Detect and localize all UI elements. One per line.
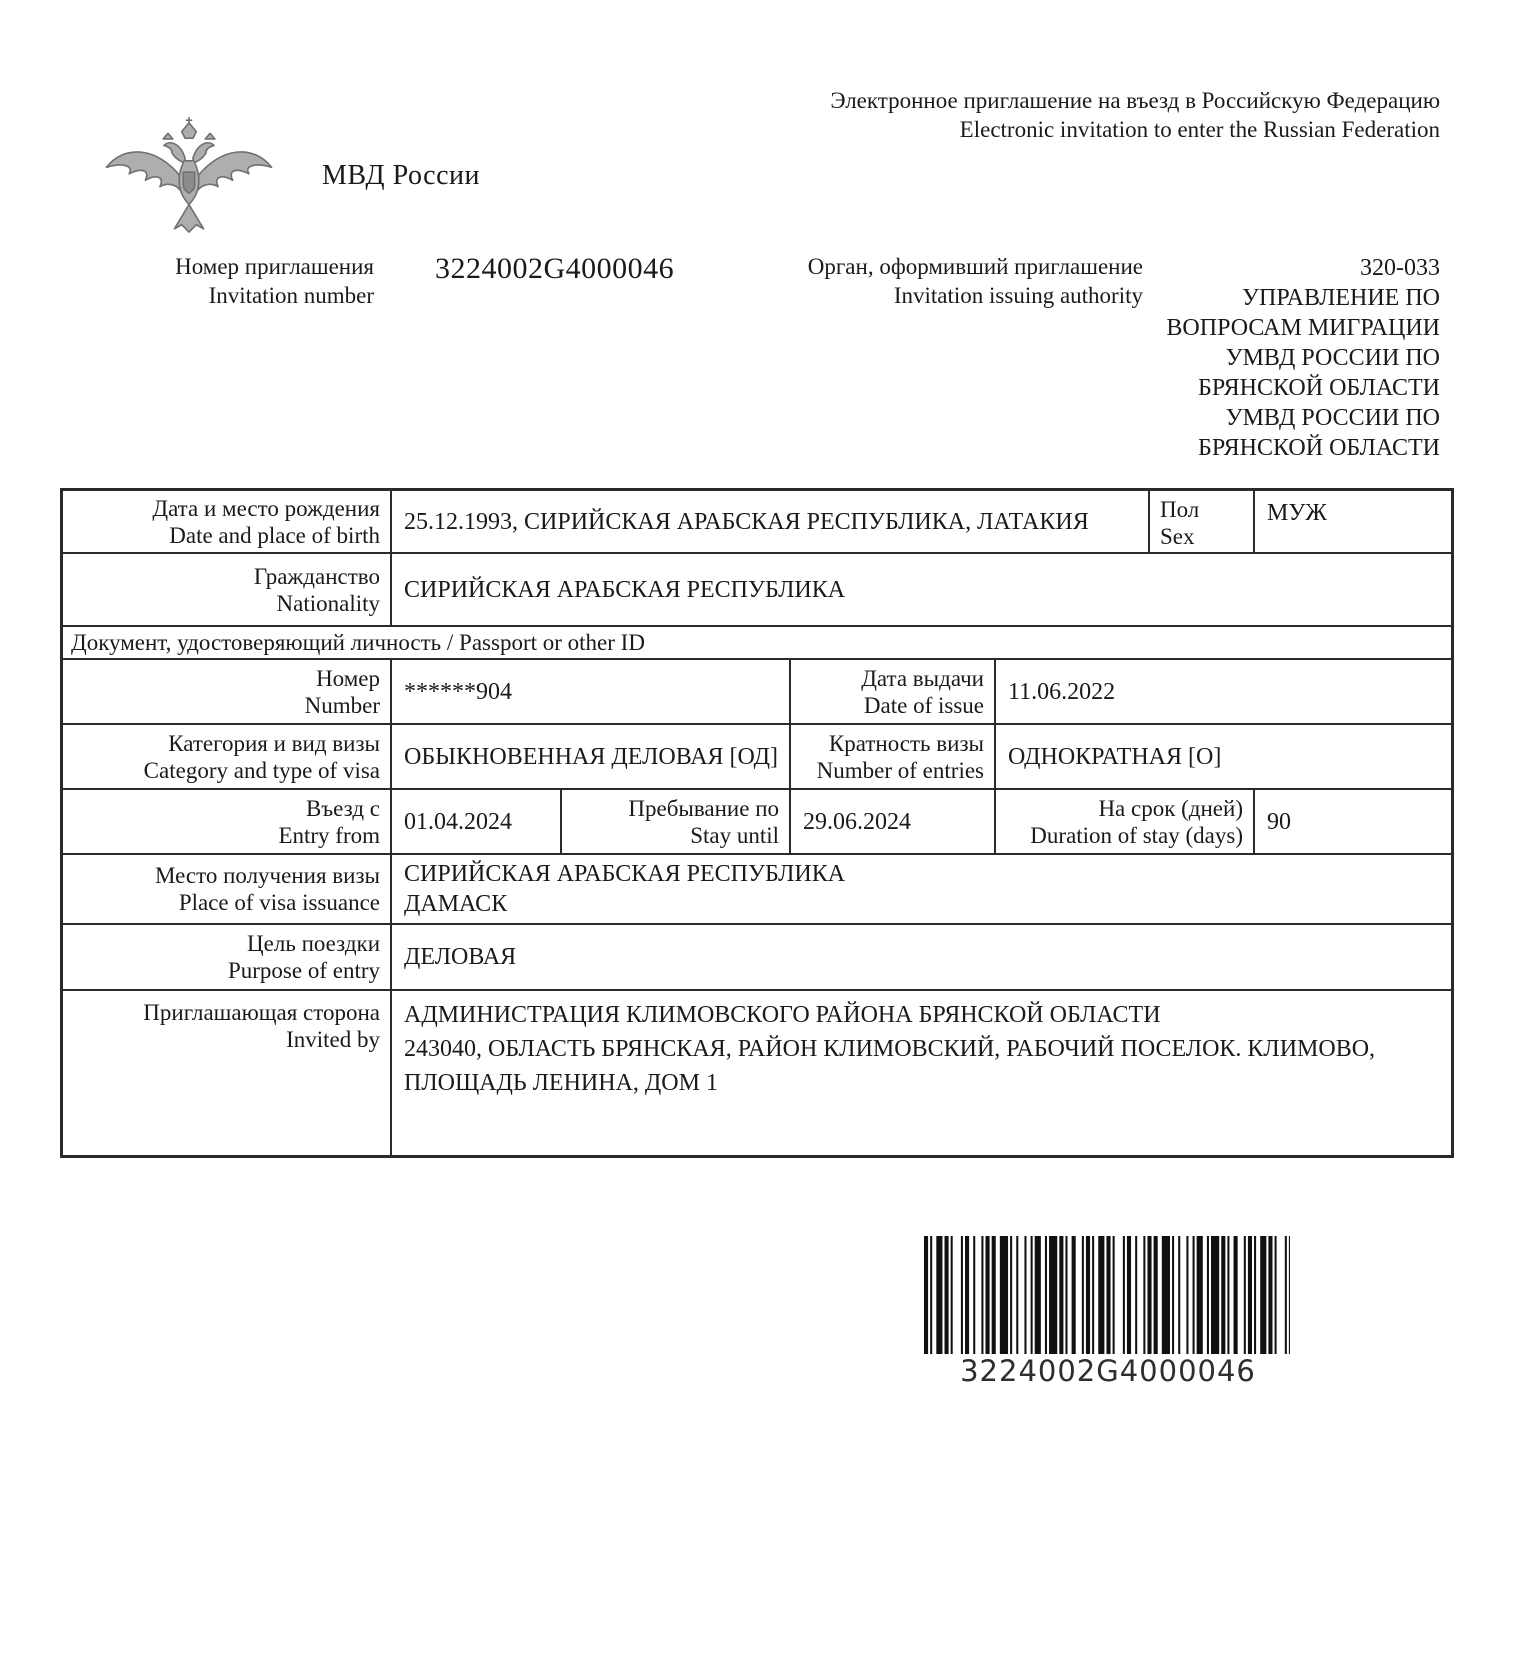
stay-until-label: Пребывание по Stay until [562, 790, 789, 853]
agency-name: МВД России [322, 160, 481, 191]
visa-category-label: Категория и вид визы Category and type of visa [63, 725, 390, 788]
birth-label: Дата и место рождения Date and place of birth [63, 491, 390, 552]
issuing-authority-label: Орган, оформивший приглашение Invitation issuing authority [807, 254, 1143, 308]
passport-number-label: Номер Number [63, 660, 390, 723]
invited-by-label: Приглашающая сторона Invited by [63, 991, 390, 1155]
duration-label: На срок (дней) Duration of stay (days) [996, 790, 1253, 853]
document-title-ru: Электронное приглашение на въезд в Российскую Федерацию [830, 88, 1440, 113]
passport-section-header: Документ, удостоверяющий личность / Passport or other ID [63, 627, 1451, 658]
stay-until-value: 29.06.2024 [791, 790, 994, 853]
entry-from-value: 01.04.2024 [392, 790, 560, 853]
invitation-number-value: 3224002G4000046 [435, 252, 675, 285]
birth-value: 25.12.1993, СИРИЙСКАЯ АРАБСКАЯ РЕСПУБЛИКА, ЛАТАКИЯ [392, 491, 1148, 552]
nationality-value: СИРИЙСКАЯ АРАБСКАЯ РЕСПУБЛИКА [392, 554, 1451, 625]
invitation-number-label: Номер приглашения Invitation number [175, 254, 374, 308]
invited-by-value: АДМИНИСТРАЦИЯ КЛИМОВСКОГО РАЙОНА БРЯНСКОЙ ОБЛАСТИ 243040, ОБЛАСТЬ БРЯНСКАЯ, РАЙОН КЛИМОВСКИЙ, РАБОЧИЙ ПОСЕЛОК. КЛИМОВО, ПЛОЩАДЬ ЛЕНИНА, ДОМ 1 [392, 991, 1451, 1155]
duration-value: 90 [1255, 790, 1451, 853]
purpose-label: Цель поездки Purpose of entry [63, 925, 390, 989]
issue-date-value: 11.06.2022 [996, 660, 1451, 723]
issuing-authority-value: 320-033 УПРАВЛЕНИЕ ПО ВОПРОСАМ МИГРАЦИИ УМВД РОССИИ ПО БРЯНСКОЙ ОБЛАСТИ УМВД РОССИИ ПО БРЯНСКОЙ ОБЛАСТИ [1166, 255, 1440, 461]
passport-number-value: ******904 [392, 660, 789, 723]
nationality-label: Гражданство Nationality [63, 554, 390, 625]
purpose-value: ДЕЛОВАЯ [392, 925, 1451, 989]
document-title [830, 86, 1440, 144]
mvd-emblem [100, 110, 278, 244]
sex-label: Пол Sex [1150, 491, 1253, 552]
invitation-details-table [60, 488, 1454, 1158]
barcode-value: 3224002G4000046 [960, 1354, 1256, 1388]
issue-date-label: Дата выдачи Date of issue [791, 660, 994, 723]
entry-from-label: Въезд с Entry from [63, 790, 390, 853]
visa-place-value: СИРИЙСКАЯ АРАБСКАЯ РЕСПУБЛИКА ДАМАСК [392, 855, 1451, 923]
visa-place-label: Место получения визы Place of visa issuance [63, 855, 390, 923]
entries-value: ОДНОКРАТНАЯ [О] [996, 725, 1451, 788]
visa-category-value: ОБЫКНОВЕННАЯ ДЕЛОВАЯ [ОД] [392, 725, 789, 788]
document-title-en: Electronic invitation to enter the Russian Federation [959, 117, 1440, 142]
entries-label: Кратность визы Number of entries [791, 725, 994, 788]
double-headed-eagle-icon [100, 110, 278, 244]
barcode-bars [922, 1236, 1294, 1354]
barcode [922, 1236, 1294, 1354]
sex-value: МУЖ [1255, 491, 1451, 552]
